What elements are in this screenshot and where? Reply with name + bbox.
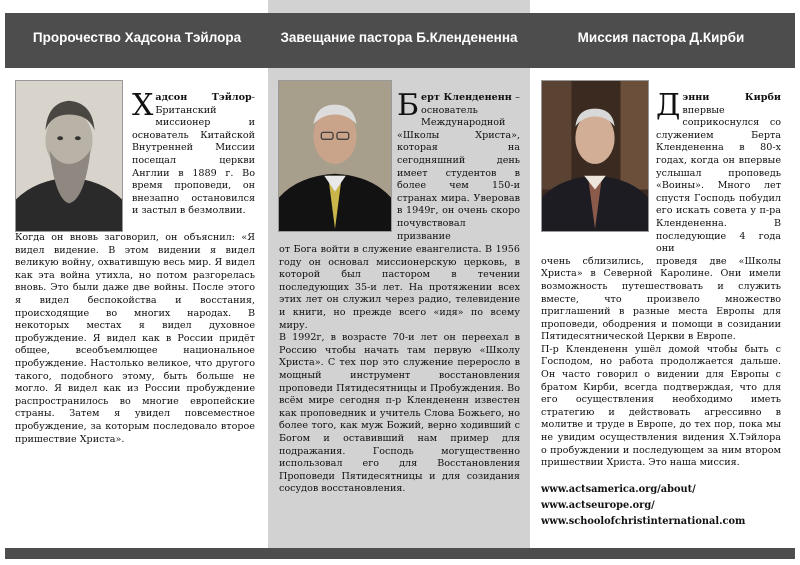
column-title-clendennen: Завещание пастора Б.Клендененна — [280, 30, 518, 45]
link-actseurope[interactable]: www.actseurope.org/ — [541, 500, 655, 511]
link-actsamerica[interactable]: www.actsamerica.org/about/ — [541, 484, 696, 495]
drop-cap: Д — [656, 88, 681, 123]
drop-cap: Б — [397, 88, 420, 123]
intro-text: впервые соприкоснулся со служением Берта Клендененна в 80-х годах, когда он впервые услышал проповедь «Воины». Много лет спустя Господь побудил его искать совета у п-ра Клендененна. В последующие 4 года они — [656, 104, 781, 255]
mission-paragraph: очень сблизились, проведя две «Школы Христа» в Северной Каролине. Они имели возможность путешествовать и служить вместе, что произвело множество приглашений в разные места Европы для проповеди, ободрения и помощи в созидании Пятидесятнической Церкви в Европе. — [541, 255, 781, 343]
footer-bar — [5, 548, 795, 559]
person-name: ерт Клендененн — [421, 92, 512, 103]
person-name: энни Кирби — [682, 92, 781, 103]
mission-paragraph: П-р Клендененн ушёл домой чтобы быть с Господом, но работа продолжается дальше. Он часто говорил о видении для Европы с братом Кирби, всегда подтверждая, что для его осуществления необходимо иметь стратегию и действовать агрессивно в молитве и труде в Европе, до тех пор, пока мы не увидим осуществления видения Х.Тэйлора о пробуждении и последующем за ним втором пришествии Христа. Это наша миссия. — [541, 343, 781, 469]
biography-paragraph: от Бога войти в служение евангелиста. В 1956 году он основал миссионерскую церковь, в которой был пастором в течении последующих 35-и лет. На протяжении всех этих лет он служил через радио, телевидение и книги, но прежде всего «идя» по всему миру. — [279, 244, 520, 331]
column-title-kirby: Миссия пастора Д.Кирби — [577, 30, 745, 45]
intro-text: – основатель Международной «Школы Христа», которая на сегодняшний день имеет студентов в более чем 150-и странах мира. Уверовав в 1949г, он очень скоро почувствовал призвание — [397, 92, 520, 242]
person-name: адсон Тэйлор — [155, 92, 252, 103]
prophecy-text: Когда он вновь заговорил, он объяснил: «Я видел видение. В этом видении я видел великую войну, охватившую весь мир. Я видел как эта война утихла, но потом разгорелась вновь. Это были даже две войны. После этого я видел беспокойства и восстания, происходящие во многих народах. В некоторых местах я видел духовное пробуждение. Я видел как в России придёт общее, всеобъемлющее национальное пробуждение. Настолько великое, что другого такого, подобного этому, быть больше не могло. Я видел как из России пробуждение распространилось во многие европейские страны. Затем я увидел повсеместное пробуждение, за которым последовало второе пришествие Христа». — [15, 232, 255, 445]
website-links — [541, 482, 781, 530]
drop-cap: Х — [132, 88, 154, 123]
link-schoolofchrist[interactable]: www.schoolofchristinternational.com — [541, 516, 746, 527]
kirby-text — [541, 88, 781, 470]
biography-paragraph: В 1992г, в возрасте 70-и лет он переехал в Россию чтобы начать там первую «Школу Христа». С тех пор это служение переросло в мощный инструмент восстановления проповеди Пятидесятницы и Пробуждения. Во всём мире сегодня п-р Клендененн известен как проповедник и учитель Слова Божьего, но более того, как муж Божий, верно ходивший с Богом и оставивший нам пример для подражания. Господь могущественно использовал его для Восстановления Проповеди Пятидесятницы и для созидания сосудов восстановления. — [279, 332, 520, 495]
clendennen-text — [279, 88, 520, 496]
taylor-text — [15, 88, 255, 446]
intro-text: -Британский миссионер и основатель Китайской Внутренней Миссии посещал церкви Англии в 1889 г. Во время проповеди, он внезапно остановился и застыл в безмолвии. — [132, 92, 255, 217]
column-title-taylor: Пророчество Хадсона Тэйлора — [32, 30, 242, 45]
